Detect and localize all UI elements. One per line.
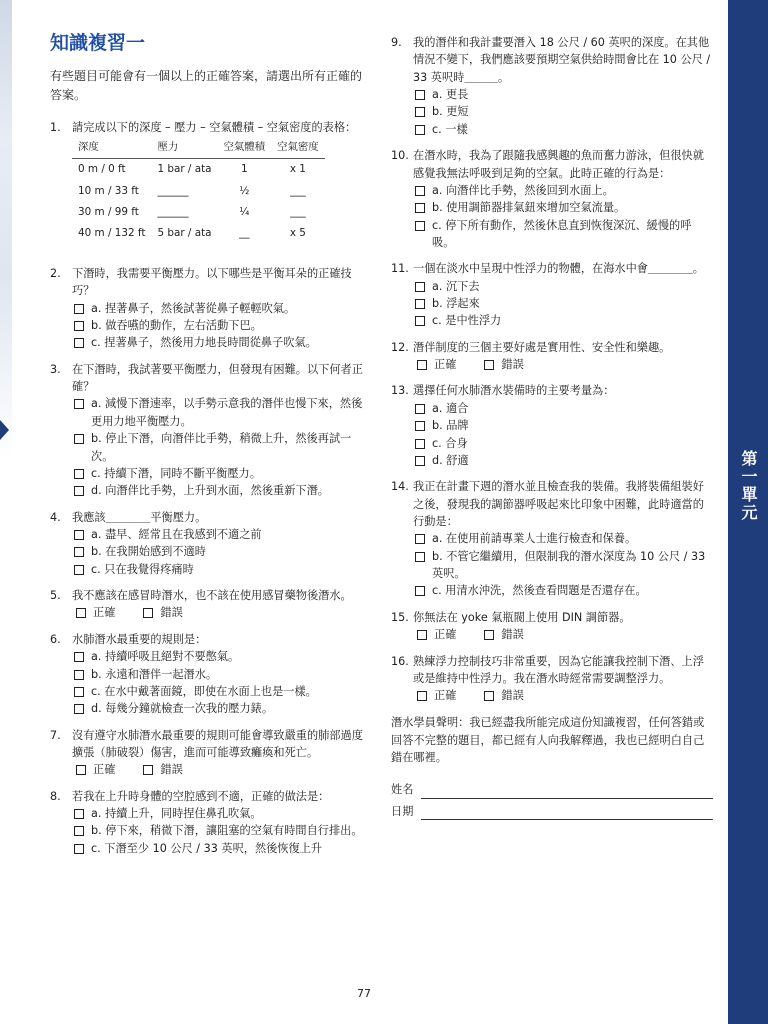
checkbox[interactable] bbox=[74, 652, 84, 662]
option-b[interactable] bbox=[413, 199, 713, 216]
question-number: 2. bbox=[50, 266, 61, 280]
question-text: 你無法在 yoke 氣瓶閥上使用 DIN 調節器。 bbox=[413, 610, 631, 624]
option-c[interactable] bbox=[72, 840, 372, 857]
checkbox[interactable] bbox=[76, 765, 86, 775]
true-false-group bbox=[415, 626, 713, 643]
option-true[interactable] bbox=[415, 356, 456, 373]
question-number: 9. bbox=[391, 36, 402, 49]
cell: 1 bbox=[241, 163, 248, 176]
option-label: c. 捏著鼻子，然後用力地長時間從鼻子吹氣。 bbox=[91, 336, 317, 350]
checkbox[interactable] bbox=[74, 826, 84, 836]
question-number: 12. bbox=[391, 340, 409, 354]
option-b[interactable] bbox=[72, 543, 372, 560]
question-text: 我正在計畫下週的潛水並且檢查我的裝備。我將裝備組裝好之後，發現我的調節器呼吸起來比印象中困難，此時適當的行動是： bbox=[413, 480, 704, 528]
left-edge-decoration bbox=[0, 0, 12, 1024]
option-c[interactable] bbox=[413, 582, 713, 599]
checkbox[interactable] bbox=[74, 687, 84, 697]
checkbox[interactable] bbox=[415, 90, 425, 100]
checkbox[interactable] bbox=[74, 809, 84, 819]
date-field[interactable] bbox=[421, 807, 713, 820]
checkbox[interactable] bbox=[74, 547, 84, 557]
option-false[interactable] bbox=[482, 626, 523, 643]
option-a[interactable] bbox=[413, 182, 713, 199]
table-row bbox=[72, 202, 325, 223]
option-d[interactable] bbox=[72, 482, 372, 499]
checkbox[interactable] bbox=[415, 404, 425, 414]
col-density: 空氣密度 bbox=[271, 137, 325, 159]
option-false[interactable] bbox=[141, 604, 182, 621]
option-b[interactable] bbox=[413, 417, 713, 434]
option-true[interactable] bbox=[74, 604, 115, 621]
option-label: 錯誤 bbox=[501, 358, 524, 372]
question-number: 5. bbox=[50, 589, 61, 603]
date-label: 日期 bbox=[391, 804, 414, 818]
question-number: 15. bbox=[391, 610, 409, 624]
question-number: 6. bbox=[50, 632, 61, 646]
option-b[interactable] bbox=[413, 548, 713, 583]
right-column bbox=[391, 34, 713, 820]
question-2 bbox=[50, 265, 372, 352]
checkbox[interactable] bbox=[415, 456, 425, 466]
question-text: 沒有遵守水肺潛水最重要的規則可能會導致嚴重的肺部過度擴張（肺破裂）傷害，進而可能導致癱瘓和死亡。 bbox=[72, 728, 363, 759]
option-a[interactable] bbox=[72, 648, 372, 665]
option-c[interactable] bbox=[413, 217, 713, 252]
left-column bbox=[50, 30, 372, 866]
checkbox[interactable] bbox=[74, 399, 84, 409]
table-header-row bbox=[72, 137, 325, 159]
question-13 bbox=[391, 382, 713, 469]
question-11 bbox=[391, 260, 713, 329]
checkbox[interactable] bbox=[415, 439, 425, 449]
option-label: a. 減慢下潛速率，以手勢示意我的潛伴也慢下來，然後更用力地平衡壓力。 bbox=[91, 397, 363, 428]
intro-text: 有些題目可能會有一個以上的正確答案，請選出所有正確的答案。 bbox=[50, 68, 363, 102]
checkbox[interactable] bbox=[484, 630, 494, 640]
option-label: a. 沉下去 bbox=[432, 279, 480, 293]
blank-density[interactable]: ___ bbox=[290, 184, 306, 197]
cell: ½ bbox=[239, 184, 250, 197]
checkbox[interactable] bbox=[74, 530, 84, 540]
depth-pressure-table bbox=[72, 137, 325, 244]
checkbox[interactable] bbox=[417, 691, 427, 701]
option-label: d. 每幾分鐘就檢查一次我的壓力錶。 bbox=[91, 702, 274, 716]
chapter-sidebar bbox=[728, 0, 768, 1024]
question-text: 熟練浮力控制技巧非常重要，因為它能讓我控制下潛、上浮或是維持中性浮力。我在潛水時經常需要調整浮力。 bbox=[413, 654, 704, 685]
question-number: 10. bbox=[391, 149, 409, 163]
option-true[interactable] bbox=[415, 626, 456, 643]
name-signature-row bbox=[391, 781, 713, 798]
checkbox[interactable] bbox=[74, 338, 84, 348]
table-row bbox=[72, 159, 325, 181]
question-8 bbox=[50, 788, 372, 857]
left-edge-marker bbox=[0, 420, 9, 440]
cell: ¼ bbox=[239, 205, 250, 218]
option-c[interactable] bbox=[72, 683, 372, 700]
option-label: d. 舒適 bbox=[432, 453, 469, 467]
col-pressure: 壓力 bbox=[151, 137, 217, 159]
option-label: a. 向潛伴比手勢，然後回到水面上。 bbox=[432, 183, 614, 197]
question-9 bbox=[391, 34, 713, 138]
question-4 bbox=[50, 509, 372, 578]
question-text: 水肺潛水最重要的規則是： bbox=[72, 632, 207, 646]
checkbox[interactable] bbox=[417, 360, 427, 370]
blank-density[interactable]: ___ bbox=[290, 205, 306, 218]
question-5 bbox=[50, 587, 372, 622]
question-text: 在潛水時，我為了跟隨我感興趣的魚而奮力游泳，但很快就感覺我無法呼吸到足夠的空氣。此時正確的行為是： bbox=[413, 149, 704, 180]
option-label: b. 品牌 bbox=[432, 419, 469, 433]
question-text: 請完成以下的深度 – 壓力 – 空氣體積 – 空氣密度的表格： bbox=[72, 120, 357, 134]
left-edge-photo bbox=[0, 0, 12, 460]
date-signature-row bbox=[391, 803, 713, 820]
option-label: b. 停止下潛，向潛伴比手勢，稍微上升，然後再試一次。 bbox=[91, 432, 352, 463]
table-row bbox=[72, 181, 325, 202]
option-label: c. 合身 bbox=[432, 436, 468, 450]
question-number: 7. bbox=[50, 728, 61, 742]
question-text: 下潛時，我需要平衡壓力。以下哪些是平衡耳朵的正確技巧？ bbox=[72, 266, 352, 298]
cell: 10 m / 33 ft bbox=[78, 184, 139, 197]
option-label: b. 更短 bbox=[432, 105, 469, 119]
question-text: 我不應該在感冒時潛水，也不該在使用感冒藥物後潛水。 bbox=[72, 589, 352, 603]
option-label: 正確 bbox=[434, 628, 457, 642]
option-label: c. 是中性浮力 bbox=[432, 314, 502, 328]
cell: x 1 bbox=[289, 163, 306, 176]
option-label: 錯誤 bbox=[160, 763, 183, 777]
option-label: c. 持續下潛，同時不斷平衡壓力。 bbox=[91, 466, 261, 480]
cell: x 5 bbox=[289, 226, 306, 239]
option-c[interactable] bbox=[413, 121, 713, 138]
option-d[interactable] bbox=[72, 700, 372, 717]
option-a[interactable] bbox=[413, 530, 713, 547]
option-d[interactable] bbox=[413, 452, 713, 469]
option-label: c. 在水中戴著面鏡，即使在水面上也是一樣。 bbox=[91, 684, 317, 698]
blank-volume[interactable]: __ bbox=[239, 226, 250, 239]
page-title: 知識複習一 bbox=[50, 32, 146, 54]
question-text: 在下潛時，我試著要平衡壓力，但發現有困難。以下何者正確？ bbox=[72, 362, 363, 394]
option-a[interactable] bbox=[72, 395, 372, 430]
checkbox[interactable] bbox=[415, 107, 425, 117]
question-16 bbox=[391, 653, 713, 705]
option-label: 正確 bbox=[434, 689, 457, 703]
question-number: 13. bbox=[391, 384, 409, 398]
option-label: 正確 bbox=[93, 606, 116, 620]
checkbox[interactable] bbox=[417, 630, 427, 640]
option-c[interactable] bbox=[413, 435, 713, 452]
question-3 bbox=[50, 361, 372, 500]
checkbox[interactable] bbox=[415, 299, 425, 309]
option-b[interactable] bbox=[72, 822, 372, 839]
checkbox[interactable] bbox=[76, 608, 86, 618]
true-false-group bbox=[415, 687, 713, 704]
option-label: a. 持續呼吸且絕對不要憋氣。 bbox=[91, 650, 240, 664]
option-c[interactable] bbox=[72, 465, 372, 482]
question-number: 8. bbox=[50, 789, 61, 803]
option-a[interactable] bbox=[413, 86, 713, 103]
question-number: 16. bbox=[391, 654, 409, 668]
option-b[interactable] bbox=[413, 295, 713, 312]
checkbox[interactable] bbox=[74, 304, 84, 314]
option-c[interactable] bbox=[72, 334, 372, 351]
option-label: 錯誤 bbox=[160, 606, 183, 620]
question-number: 3. bbox=[50, 362, 61, 376]
checkbox[interactable] bbox=[415, 125, 425, 135]
option-label: 正確 bbox=[93, 763, 116, 777]
checkbox[interactable] bbox=[143, 608, 153, 618]
cell: 30 m / 99 ft bbox=[78, 205, 139, 218]
col-volume: 空氣體積 bbox=[218, 137, 272, 159]
option-label: b. 做吞嚥的動作，左右活動下巴。 bbox=[91, 319, 262, 333]
question-12 bbox=[391, 339, 713, 374]
option-label: b. 使用調節器排氣鈕來增加空氣流量。 bbox=[432, 201, 626, 215]
checkbox[interactable] bbox=[415, 586, 425, 596]
option-b[interactable] bbox=[413, 103, 713, 120]
option-label: a. 在使用前請專業人士進行檢查和保養。 bbox=[432, 532, 637, 546]
page-number: 77 bbox=[357, 987, 371, 1000]
option-b[interactable] bbox=[72, 666, 372, 683]
option-label: b. 永遠和潛伴一起潛水。 bbox=[91, 667, 218, 681]
option-b[interactable] bbox=[72, 430, 372, 465]
option-label: a. 更長 bbox=[432, 88, 469, 102]
option-label: a. 持續上升，同時捏住鼻孔吹氣。 bbox=[91, 807, 262, 821]
option-label: d. 向潛伴比手勢，上升到水面，然後重新下潛。 bbox=[91, 484, 329, 498]
question-text: 選擇任何水肺潛水裝備時的主要考量為： bbox=[413, 384, 615, 398]
student-pledge: 潛水學員聲明：我已經盡我所能完成這份知識複習，任何答錯或回答不完整的題目，都已經有人向我解釋過，我也已經明白自己錯在哪裡。 bbox=[391, 715, 705, 765]
question-text: 我應該＿＿＿＿平衡壓力。 bbox=[72, 510, 207, 524]
option-label: c. 用清水沖洗，然後查看問題是否還存在。 bbox=[432, 584, 647, 598]
option-label: a. 適合 bbox=[432, 401, 469, 415]
true-false-group bbox=[74, 604, 372, 621]
question-text: 潛伴制度的三個主要好處是實用性、安全性和樂趣。 bbox=[413, 340, 671, 354]
option-b[interactable] bbox=[72, 317, 372, 334]
option-label: b. 停下來，稍微下潛，讓阻塞的空氣有時間自行排出。 bbox=[91, 824, 363, 838]
cell: 5 bar / ata bbox=[157, 226, 212, 239]
option-label: c. 下潛至少 10 公尺 / 33 英呎，然後恢復上升 bbox=[91, 841, 323, 855]
checkbox[interactable] bbox=[74, 469, 84, 479]
checkbox[interactable] bbox=[415, 534, 425, 544]
checkbox[interactable] bbox=[415, 282, 425, 292]
option-label: b. 不管它繼續用，但限制我的潛水深度為 10 公尺 / 33 英呎。 bbox=[432, 549, 706, 581]
checkbox[interactable] bbox=[74, 670, 84, 680]
option-label: 正確 bbox=[434, 358, 457, 372]
option-label: c. 停下所有動作，然後休息直到恢復深沉、緩慢的呼吸。 bbox=[432, 218, 692, 249]
option-false[interactable] bbox=[482, 687, 523, 704]
option-a[interactable] bbox=[413, 278, 713, 295]
question-14 bbox=[391, 478, 713, 600]
checkbox[interactable] bbox=[484, 691, 494, 701]
checkbox[interactable] bbox=[74, 321, 84, 331]
option-label: a. 捏著鼻子，然後試著從鼻子輕輕吹氣。 bbox=[91, 301, 296, 315]
cell: 1 bar / ata bbox=[157, 163, 212, 176]
question-number: 1. bbox=[50, 120, 61, 134]
option-label: c. 只在我覺得疼痛時 bbox=[91, 562, 194, 576]
option-label: a. 盡早、經常且在我感到不適之前 bbox=[91, 527, 262, 541]
option-false[interactable] bbox=[482, 356, 523, 373]
question-10 bbox=[391, 147, 713, 251]
question-7 bbox=[50, 727, 372, 779]
question-text: 我的潛伴和我計畫要潛入 18 公尺 / 60 英呎的深度。在其他情況不變下，我們應該要預期空氣供給時間會比在 10 公尺 / 33 英呎時＿＿＿。 bbox=[413, 36, 711, 84]
option-c[interactable] bbox=[413, 312, 713, 329]
option-c[interactable] bbox=[72, 561, 372, 578]
checkbox[interactable] bbox=[415, 421, 425, 431]
option-label: c. 一樣 bbox=[432, 122, 468, 136]
option-label: 錯誤 bbox=[501, 628, 524, 642]
checkbox[interactable] bbox=[74, 844, 84, 854]
sidebar-label: 第一單元 bbox=[739, 450, 758, 522]
name-label: 姓名 bbox=[391, 783, 414, 797]
checkbox[interactable] bbox=[415, 186, 425, 196]
question-text: 若我在上升時身體的空腔感到不適，正確的做法是： bbox=[72, 789, 330, 803]
question-6 bbox=[50, 631, 372, 718]
option-true[interactable] bbox=[74, 761, 115, 778]
question-1 bbox=[50, 119, 372, 244]
question-15 bbox=[391, 609, 713, 644]
blank-pressure[interactable]: ______ bbox=[157, 205, 189, 218]
option-a[interactable] bbox=[72, 300, 372, 317]
checkbox[interactable] bbox=[143, 765, 153, 775]
checkbox[interactable] bbox=[74, 434, 84, 444]
question-number: 14. bbox=[391, 480, 409, 494]
true-false-group bbox=[415, 356, 713, 373]
option-label: 錯誤 bbox=[501, 689, 524, 703]
name-field[interactable] bbox=[421, 786, 713, 799]
checkbox[interactable] bbox=[415, 316, 425, 326]
question-number: 4. bbox=[50, 510, 61, 524]
checkbox[interactable] bbox=[74, 486, 84, 496]
checkbox[interactable] bbox=[415, 221, 425, 231]
checkbox[interactable] bbox=[74, 565, 84, 575]
option-label: b. 浮起來 bbox=[432, 297, 480, 311]
true-false-group bbox=[74, 761, 372, 778]
col-depth: 深度 bbox=[72, 137, 151, 159]
checkbox[interactable] bbox=[415, 552, 425, 562]
cell: 40 m / 132 ft bbox=[78, 226, 146, 239]
option-a[interactable] bbox=[413, 400, 713, 417]
checkbox[interactable] bbox=[74, 704, 84, 714]
option-a[interactable] bbox=[72, 805, 372, 822]
option-a[interactable] bbox=[72, 526, 372, 543]
option-label: b. 在我開始感到不適時 bbox=[91, 545, 206, 559]
option-false[interactable] bbox=[141, 761, 182, 778]
option-true[interactable] bbox=[415, 687, 456, 704]
checkbox[interactable] bbox=[484, 360, 494, 370]
question-text: 一個在淡水中呈現中性浮力的物體，在海水中會＿＿＿＿。 bbox=[413, 262, 704, 276]
question-number: 11. bbox=[391, 262, 409, 276]
table-row bbox=[72, 223, 325, 244]
checkbox[interactable] bbox=[415, 203, 425, 213]
cell: 0 m / 0 ft bbox=[78, 163, 126, 176]
blank-pressure[interactable]: ______ bbox=[157, 184, 189, 197]
